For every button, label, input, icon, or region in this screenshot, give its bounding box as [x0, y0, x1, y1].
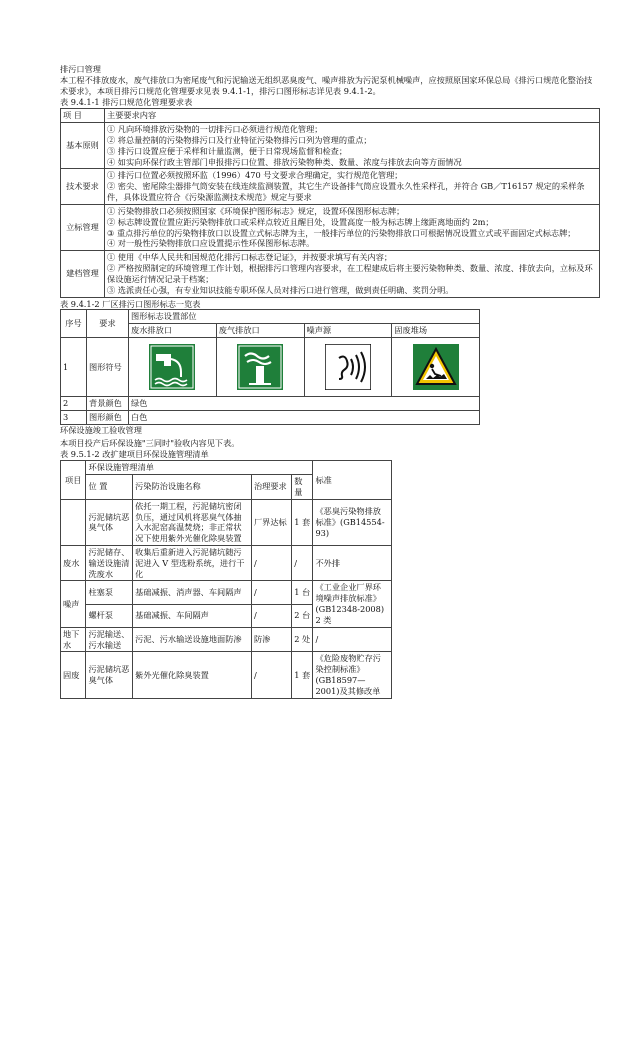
- table-row: [61, 652, 392, 698]
- row-label: 立标管理: [61, 204, 105, 250]
- row-requirement: /: [251, 545, 291, 580]
- document-page: [60, 64, 600, 699]
- row-requirement: /: [251, 652, 291, 698]
- row-facility: 基础减振、车间隔声: [133, 604, 252, 627]
- row-text: ① 排污口位置必须按照环监（1996）470 号文要求合理确定，实行规范化管理； ② 密尖、密尾除尘器排气筒安装在线连续监测装置，其它生产设备排气筒应设置永久性采样孔，并符合 GB／T16157 规定的采样条件，具体设置应符合《污染源监测技术规范》规定与要求: [105, 169, 600, 204]
- table-caption-9-4-1-2: 表 9.4.1-2 厂区排污口图形标志一览表: [60, 298, 201, 309]
- header-item: 项 目: [61, 109, 105, 123]
- row-standard: 不外排: [313, 545, 392, 580]
- header-content: 主要要求内容: [105, 109, 600, 123]
- row-label: 技术要求: [61, 169, 105, 204]
- row-no: 1: [61, 338, 87, 397]
- table-header-row: [61, 109, 600, 123]
- header-standard: 标准: [313, 461, 392, 499]
- row-requirement: /: [251, 581, 291, 604]
- section-heading-acceptance: 环保设施竣工验收管理: [60, 424, 142, 435]
- row-text: ① 污染物排放口必须按照国家《环境保护图形标志》规定，设置环保图形标志牌； ② 标志牌设置位置应距污染物排放口或采样点较近且醒目处，设置高度一般为标志牌上缘距离地面约 2m； ③ 重点排污单位的污染物排放口以设置立式标志牌为主，一般排污单位的污染物排放口可根据情况设置立式或平面固定式标志牌； ④ 对一般性污染物排放口应设置提示性环保图形标志牌。: [105, 204, 600, 250]
- header-item: 项目: [61, 461, 86, 499]
- sign-cell: [392, 338, 480, 397]
- col-waste-gas: 废气排放口: [216, 324, 304, 338]
- row-standard: 《恶臭污染物排放标准》(GB14554-93): [313, 499, 392, 545]
- row-category: 噪声: [61, 581, 86, 627]
- row-no: 2: [61, 397, 87, 411]
- header-requirement: 要求: [87, 310, 129, 338]
- row-facility: 基础减振、消声器、车间隔声: [133, 581, 252, 604]
- header-position: 位 置: [86, 475, 133, 500]
- row-requirement: 厂界达标: [251, 499, 291, 545]
- row-label: 基本原则: [61, 123, 105, 169]
- row-position: 柱塞泵: [86, 581, 133, 604]
- row-quantity: /: [292, 545, 313, 580]
- row-quantity: 2 台: [292, 604, 313, 627]
- row-category: 固废: [61, 652, 86, 698]
- table-caption-9-5-1-2: 表 9.5.1-2 改扩建项目环保设施管理清单: [60, 449, 209, 460]
- solid-waste-yard-warning-icon: [413, 344, 459, 390]
- row-category: [61, 499, 86, 545]
- row-facility: 收集后重新进入污泥储坑随污泥进入 V 型选粉系统，进行干化: [133, 545, 252, 580]
- row-facility: 紫外光催化除臭装置: [133, 652, 252, 698]
- sign-cell: [129, 338, 217, 397]
- row-label: 图形符号: [87, 338, 129, 397]
- table-row-graphic-color: [61, 410, 480, 424]
- environmental-facilities-table: [60, 460, 392, 699]
- table-row: [61, 627, 392, 652]
- table-row: [61, 499, 392, 545]
- row-quantity: 1 台: [292, 581, 313, 604]
- row-category: 地下水: [61, 627, 86, 652]
- col-waste-water: 废水排放口: [129, 324, 217, 338]
- table-row: [61, 204, 600, 250]
- waste-water-outlet-sign-icon: [149, 344, 195, 390]
- row-quantity: 1 套: [292, 499, 313, 545]
- row-facility: 污泥、污水输送设施地面防渗: [133, 627, 252, 652]
- row-no: 3: [61, 410, 87, 424]
- row-text: ① 凡向环境排放污染物的一切排污口必须进行规范化管理； ② 将总量控制的污染物排污口及行业特征污染物排污口列为管理的重点； ③ 排污口设置应便于采样和计量监测，便于日常现场监督和检查； ④ 如实向环保行政主管部门申报排污口位置、排放污染物种类、数量、浓度与排放去向等方面情况: [105, 123, 600, 169]
- row-position: 污泥储存、输送设施清洗废水: [86, 545, 133, 580]
- row-text: ① 使用《中华人民共和国规范化排污口标志登记证》，并按要求填写有关内容； ② 严格按照制定的环境管理工作计划，根据排污口管理内容要求，在工程建成后将主要污染物种类、数量、浓度、排放去向，立标及环保设施运行情况记录于档案； ③ 选派责任心强，有专业知识技能专职环保人员对排污口进行管理，做到责任明确、奖罚分明。: [105, 251, 600, 297]
- row-label: 图形颜色: [87, 410, 129, 424]
- sign-cell: [304, 338, 392, 397]
- header-facility-list: 环保设施管理清单: [86, 461, 313, 475]
- acceptance-paragraph: 本项目投产后环保设施"三同时"验收内容见下表。: [60, 437, 240, 448]
- col-solid-waste: 固废堆场: [392, 324, 480, 338]
- row-quantity: 1 套: [292, 652, 313, 698]
- row-facility: 依托一期工程，污泥储坑密闭负压，通过风机将恶臭气体抽入水泥窑高温焚烧；非正常状况下使用紫外光催化除臭装置: [133, 499, 252, 545]
- section-heading-outlet-management: 排污口管理: [60, 64, 101, 74]
- table-row: [61, 123, 600, 169]
- header-quantity: 数量: [292, 475, 313, 500]
- row-value: 白色: [129, 410, 480, 424]
- intro-paragraph: 本工程不排放废水，废气排放口为密尾废气和污泥输送无组织恶臭废气、噪声排放为污泥泵机械噪声，应按照原国家环保总局《排污口规范化整治技术要求》，本项目排污口规范化管理要求见表 9.4.1-1，排污口图形标志详见表 9.4.1-2。: [60, 74, 593, 96]
- exhaust-gas-outlet-sign-icon: [237, 344, 283, 390]
- table-row: [61, 169, 600, 204]
- sign-cell: [216, 338, 304, 397]
- row-quantity: 2 处: [292, 627, 313, 652]
- header-facility: 污染防治设施名称: [133, 475, 252, 500]
- col-noise: 噪声源: [304, 324, 392, 338]
- table-header-row: [61, 461, 392, 475]
- row-requirement: 防渗: [251, 627, 291, 652]
- row-position: 污泥储坑恶臭气体: [86, 652, 133, 698]
- table-row-symbols: [61, 338, 480, 397]
- table-caption-9-4-1-1: 表 9.4.1-1 排污口规范化管理要求表: [60, 97, 193, 108]
- row-label: 建档管理: [61, 251, 105, 297]
- table-row: [61, 251, 600, 297]
- outlet-requirements-table: [60, 108, 600, 297]
- table-row: [61, 581, 392, 604]
- row-standard: 《工业企业厂界环境噪声排放标准》(GB12348-2008) 2 类: [313, 581, 392, 627]
- table-row-background: [61, 397, 480, 411]
- row-position: 螺杆泵: [86, 604, 133, 627]
- header-requirement: 治理要求: [251, 475, 291, 500]
- row-position: 污泥输送、污水输送: [86, 627, 133, 652]
- header-no: 序号: [61, 310, 87, 338]
- row-category: 废水: [61, 545, 86, 580]
- outlet-signs-table: [60, 309, 480, 424]
- noise-source-sign-icon: [325, 344, 371, 390]
- table-header-row: [61, 310, 480, 324]
- row-value: 绿色: [129, 397, 480, 411]
- row-requirement: /: [251, 604, 291, 627]
- row-label: 背景颜色: [87, 397, 129, 411]
- row-standard: /: [313, 627, 392, 652]
- row-standard: 《危险废物贮存污染控制标准》(GB18597—2001)及其修改单: [313, 652, 392, 698]
- table-row: [61, 545, 392, 580]
- row-position: 污泥储坑恶臭气体: [86, 499, 133, 545]
- header-sign-location: 图形标志设置部位: [129, 310, 480, 324]
